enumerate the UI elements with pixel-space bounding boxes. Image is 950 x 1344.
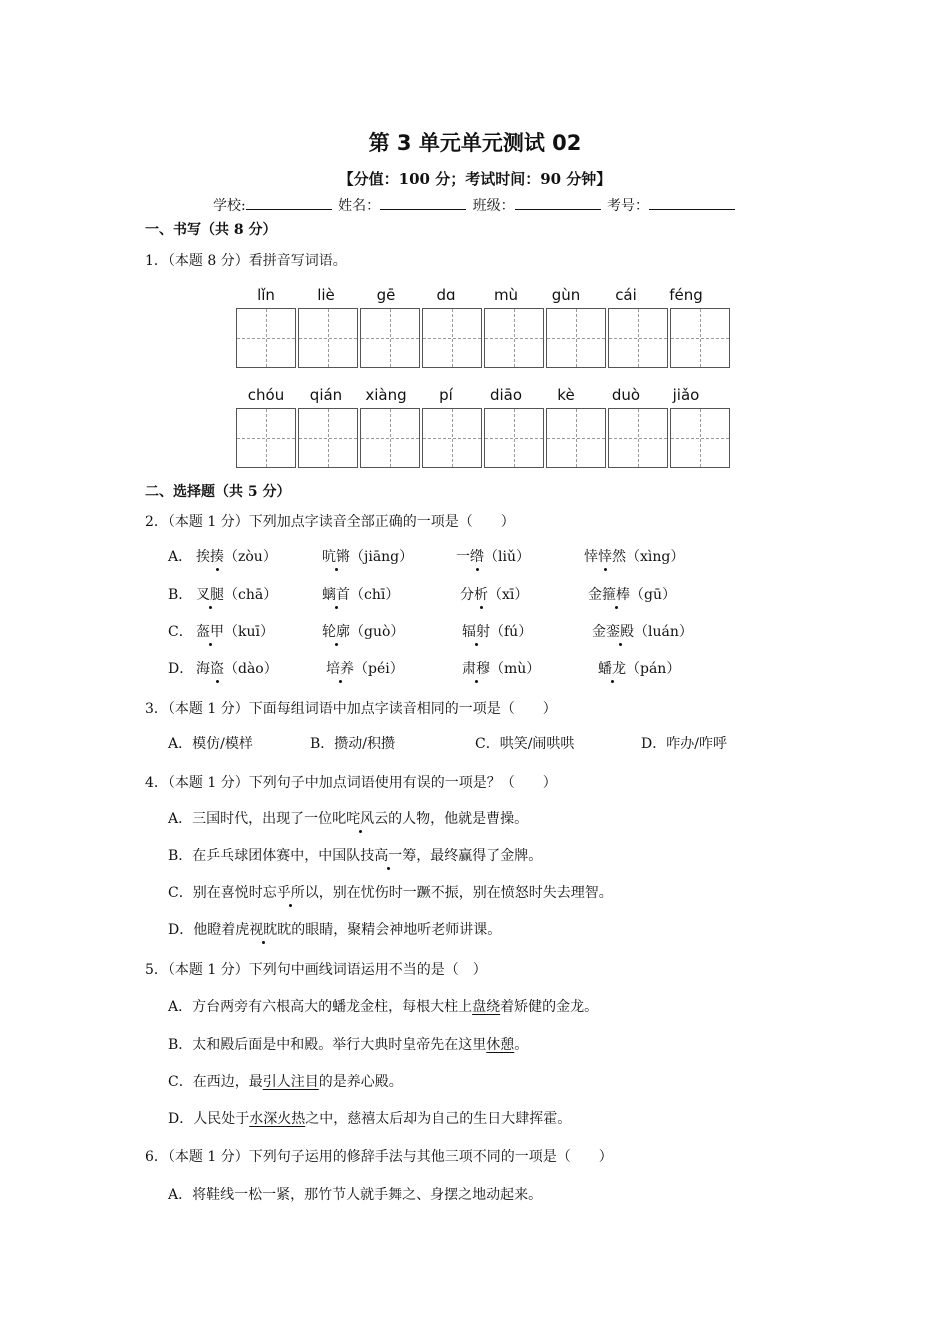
pinyin: gùn — [551, 286, 581, 304]
q2-b-item4: 金箍棒（gū） — [588, 587, 676, 603]
pinyin: kè — [557, 386, 575, 404]
writing-cell[interactable] — [236, 308, 296, 368]
q2-c-item2: 轮廓（guò） — [322, 624, 405, 640]
q6-stem: 6．（本题 1 分）下列句子运用的修辞手法与其他三项不同的一项是（ ） — [145, 1149, 613, 1165]
writing-cell[interactable] — [670, 308, 730, 368]
pinyin-row-1 — [236, 286, 716, 304]
writing-cell[interactable] — [484, 308, 544, 368]
name-blank[interactable] — [380, 195, 466, 210]
page-title: 第 3 单元单元测试 02 — [368, 131, 582, 155]
q2-a-item3: 一绺（liǔ） — [456, 549, 530, 565]
school-blank[interactable] — [246, 195, 332, 210]
section2-heading: 二、选择题（共 5 分） — [145, 484, 291, 500]
q2-c-item4: 金銮殿（luán） — [592, 624, 693, 640]
q2-a-item4: 悻悻然（xìng） — [584, 549, 685, 565]
pinyin: dɑ — [436, 286, 456, 304]
writing-cell[interactable] — [236, 408, 296, 468]
q2-d-item4: 蟠龙（pán） — [598, 661, 681, 677]
pinyin-row-2 — [236, 386, 716, 404]
q2-d-item2: 培养（péi） — [326, 661, 404, 677]
writing-cell[interactable] — [298, 408, 358, 468]
writing-cell[interactable] — [360, 308, 420, 368]
q3-option-d[interactable]: D．咋办/咋呼 — [641, 736, 727, 752]
pinyin: cái — [615, 286, 637, 304]
pinyin: pí — [439, 386, 453, 404]
number-label: 考号： — [607, 198, 650, 214]
q5-option-c[interactable]: C．在西边，最引人注目的是养心殿。 — [168, 1074, 403, 1090]
q2-option-a-label[interactable]: A． — [168, 549, 193, 565]
name-label: 姓名： — [338, 198, 381, 214]
q2-option-d-label[interactable]: D． — [168, 661, 194, 677]
q2-a-item2: 吭锵（jiāng） — [322, 549, 414, 565]
q4-option-b[interactable]: B．在乒乓球团体赛中，中国队技高一筹，最终赢得了金牌。 — [168, 848, 543, 864]
pinyin: qián — [309, 386, 343, 404]
q2-d-item1: 海盗（dào） — [196, 661, 278, 677]
number-blank[interactable] — [649, 195, 735, 210]
q3-option-a[interactable]: A．模仿/模样 — [168, 736, 253, 752]
writing-cell[interactable] — [422, 308, 482, 368]
q2-c-item1: 盔甲（kuī） — [196, 624, 274, 640]
pinyin: féng — [669, 286, 703, 304]
q2-stem: 2．（本题 1 分）下列加点字读音全部正确的一项是（ ） — [145, 514, 515, 530]
writing-cell[interactable] — [608, 408, 668, 468]
q4-option-a[interactable]: A．三国时代，出现了一位叱咤风云的人物，他就是曹操。 — [168, 811, 529, 827]
writing-grid-row-2 — [236, 408, 732, 468]
writing-cell[interactable] — [422, 408, 482, 468]
q5-option-a[interactable]: A．方台两旁有六根高大的蟠龙金柱，每根大柱上盘绕着矫健的金龙。 — [168, 999, 599, 1015]
pinyin: chóu — [247, 386, 285, 404]
q3-stem: 3．（本题 1 分）下面每组词语中加点字读音相同的一项是（ ） — [145, 701, 557, 717]
q2-option-b-label[interactable]: B． — [168, 587, 193, 603]
writing-cell[interactable] — [298, 308, 358, 368]
writing-cell[interactable] — [608, 308, 668, 368]
q2-b-item3: 分析（xī） — [460, 587, 529, 603]
q6-option-a[interactable]: A．将鞋线一松一紧，那竹节人就手舞之、身摆之地动起来。 — [168, 1187, 543, 1203]
writing-cell[interactable] — [360, 408, 420, 468]
pinyin: lǐn — [257, 286, 275, 304]
q4-option-c[interactable]: C．别在喜悦时忘乎所以，别在忧伤时一蹶不振，别在愤怒时失去理智。 — [168, 885, 613, 901]
q4-stem: 4．（本题 1 分）下列句子中加点词语使用有误的一项是？（ ） — [145, 775, 557, 791]
q3-option-b[interactable]: B．攒动/积攒 — [310, 736, 396, 752]
writing-cell[interactable] — [546, 408, 606, 468]
school-label: 学校: — [212, 198, 246, 214]
pinyin: liè — [317, 286, 335, 304]
q2-option-c-label[interactable]: C． — [168, 624, 193, 640]
q5-option-d[interactable]: D．人民处于水深火热之中，慈禧太后却为自己的生日大肆挥霍。 — [168, 1111, 572, 1127]
writing-cell[interactable] — [546, 308, 606, 368]
q5-option-b[interactable]: B．太和殿后面是中和殿。举行大典时皇帝先在这里休憩。 — [168, 1037, 529, 1053]
pinyin: gē — [376, 286, 396, 304]
q5-stem: 5．（本题 1 分）下列句中画线词语运用不当的是（ ） — [145, 962, 487, 978]
q2-b-item1: 叉腿（chā） — [196, 587, 278, 603]
q3-option-c[interactable]: C．哄笑/闹哄哄 — [475, 736, 575, 752]
q1-stem: 1．（本题 8 分）看拼音写词语。 — [145, 253, 347, 269]
q2-b-item2: 螭首（chī） — [322, 587, 400, 603]
q2-a-item1: 挨揍（zòu） — [196, 549, 277, 565]
pinyin: xiàng — [365, 386, 407, 404]
score-time-info: 【分值：100 分；考试时间：90 分钟】 — [338, 170, 612, 188]
q2-d-item3: 肃穆（mù） — [462, 661, 541, 677]
writing-cell[interactable] — [484, 408, 544, 468]
writing-cell[interactable] — [670, 408, 730, 468]
pinyin: diāo — [489, 386, 523, 404]
writing-grid-row-1 — [236, 308, 732, 368]
pinyin: mù — [493, 286, 519, 304]
q4-option-d[interactable]: D．他瞪着虎视眈眈的眼睛，聚精会神地听老师讲课。 — [168, 922, 502, 938]
pinyin: jiǎo — [672, 386, 700, 404]
class-blank[interactable] — [515, 195, 601, 210]
pinyin: duò — [611, 386, 641, 404]
class-label: 班级： — [472, 198, 515, 214]
student-info-line — [0, 195, 950, 215]
section1-heading: 一、书写（共 8 分） — [145, 222, 277, 238]
q2-c-item3: 辐射（fú） — [462, 624, 533, 640]
